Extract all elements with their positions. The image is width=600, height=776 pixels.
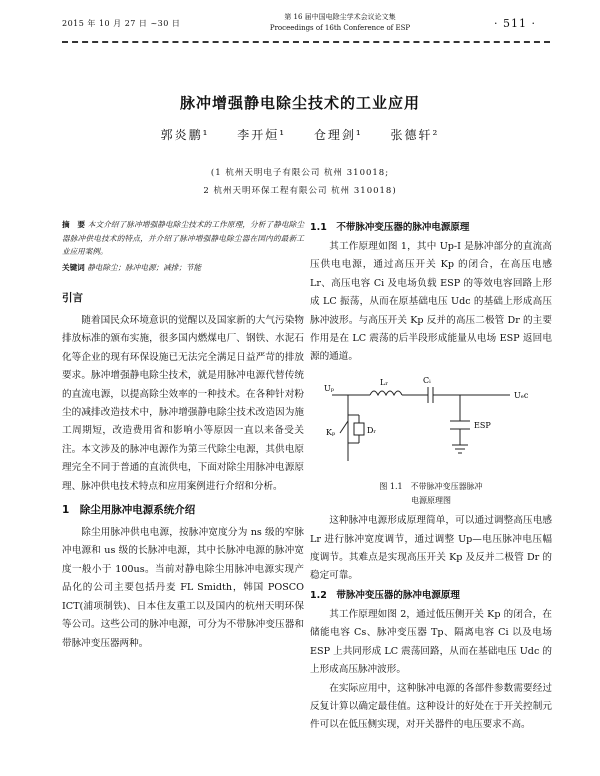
header-conference-en: Proceedings of 16th Conference of ESP [269, 24, 411, 32]
keywords-label: 关键词 [62, 262, 85, 272]
inductor-lr [370, 391, 402, 395]
diode-dr-box [354, 423, 364, 435]
header-conference-cn: 第 16 届中国电除尘学术会议论文集 [284, 13, 396, 21]
label-dr: Dᵣ [367, 425, 377, 435]
figure-1 [310, 373, 552, 508]
label-udc: Uₑc [514, 390, 529, 400]
abstract-label: 摘 要 [62, 220, 86, 229]
label-kp: Kₚ [326, 427, 336, 437]
header-conference [240, 12, 440, 34]
keywords-text: 静电除尘；脉冲电源；减排；节能 [87, 262, 202, 272]
figure-1-discussion: 这种脉冲电源形成原理简单，可以通过调整高压电感 Lr 进行脉冲宽度调节，通过调整 Up—电压脉冲电压幅度调节。其难点是实现高压开关 Kp 及反并二极管 Dr 的稳定可靠。 [310, 515, 552, 582]
section1-paragraph: 除尘用脉冲供电电源，按脉冲宽度分为 ns 级的窄脉冲电源和 us 级的长脉冲电源，其中长脉冲电源的脉冲宽度一般小于 100us。当前对静电除尘用脉冲电源实现产品化的公司主要包括丹麦 FL Smidth，韩国 POSCO ICT(浦项制铁)、日本住友重工以及国内的杭州天明环保等公司。这些公司的脉冲电源，可分为不带脉冲变压器和带脉冲变压器两种。 [62, 527, 304, 649]
label-up: Uₚ [324, 383, 334, 393]
figure-1-caption-line2: 电源原理图 [411, 496, 451, 506]
section1-heading: 1 除尘用脉冲电源系统介绍 [62, 504, 196, 517]
paper-title: 脉冲增强静电除尘技术的工业应用 [179, 94, 420, 112]
paper-authors: 郭炎鹏¹ 李开烜¹ 仓理剑¹ 张德轩² [160, 128, 440, 142]
section1-2-paragraph-2: 在实际应用中，这种脉冲电源的各部件参数需要经过反复计算以确定最佳值。这种设计的好处在于开关控制元件可以在低压侧实现，对开关器件的电压要求不高。 [310, 682, 552, 731]
label-esp: ESP [474, 420, 491, 430]
keywords [62, 261, 304, 275]
intro-paragraph: 随着国民众环境意识的觉醒以及国家新的大气污染物排放标准的颁布实施，很多国内燃煤电厂、钢铁、水泥石化等企业的现有环保设施已无法完全满足日益严苛的排放要求。脉冲增强静电除尘技术，就是用脉冲电源代替传统的直流电源，以提高除尘效率的一种技术。在各种针对粉尘的减排改造技术中，脉冲增强静电除尘技术改造因为施工周期短，改造费用省和影响小等原因一直以来备受关注。本文涉及的脉冲电源作为第三代除尘电源，其供电原理完全不同于普通的直流供电，下面对除尘用脉冲电源原理、脉冲供电技术特点和应用案例进行介绍和分析。 [62, 315, 304, 492]
left-column [62, 218, 304, 653]
header-date: 2015 年 10 月 27 日 ~30 日 [62, 19, 181, 28]
affiliation-1: (1 杭州天明电子有限公司 杭州 310018; [210, 168, 390, 178]
abstract-text: 本文介绍了脉冲增强静电除尘技术的工作原理，分析了静电除尘器脉冲供电技术的特点，并介绍了脉冲增强静电除尘器在国内的最新工业应用案例。 [62, 220, 305, 256]
header-rule [62, 41, 550, 43]
label-lr: Lᵣ [380, 377, 389, 387]
affiliation-2: 2 杭州天明环保工程有限公司 杭州 310018) [203, 186, 397, 196]
circuit-diagram [310, 373, 552, 473]
label-ci: Cᵢ [423, 375, 431, 385]
section1-2-heading: 1.2 带脉冲变压器的脉冲电源原理 [310, 589, 460, 601]
switch-kp [340, 421, 348, 433]
intro-heading: 引言 [62, 292, 83, 304]
abstract [62, 218, 304, 259]
figure-1-caption-line1: 图 1.1 不带脉冲变压器脉冲 [379, 482, 483, 492]
section1-1-heading: 1.1 不带脉冲变压器的脉冲电源原理 [310, 222, 470, 233]
section1-2-paragraph-1: 其工作原理如图 2，通过低压侧开关 Kp 的闭合，在储能电容 Cs、脉冲变压器 Tp、隔离电容 Ci 以及电场 ESP 上共同形成 LC 震荡回路，从而在基础电压 Udc 的上形成高压脉冲波形。 [310, 608, 552, 676]
section1-1-paragraph: 其工作原理如图 1，其中 Up-I 是脉冲部分的直流高压供电电源，通过高压开关 Kp 的闭合，在高压电感 Lr、高压电容 Ci 及电场负载 ESP 的等效电容回路上形成 LC 振荡，从而在原基础电压 Udc 的基础上形成高压脉冲波形。与高压开关 Kp 反并的高压二极管 Dr 的主要作用是在 LC 震荡的后半段形成能量从电场 ESP 返回电源的通道。 [310, 241, 552, 363]
right-column [310, 218, 552, 735]
header-page-number: · 511 · [494, 17, 536, 30]
